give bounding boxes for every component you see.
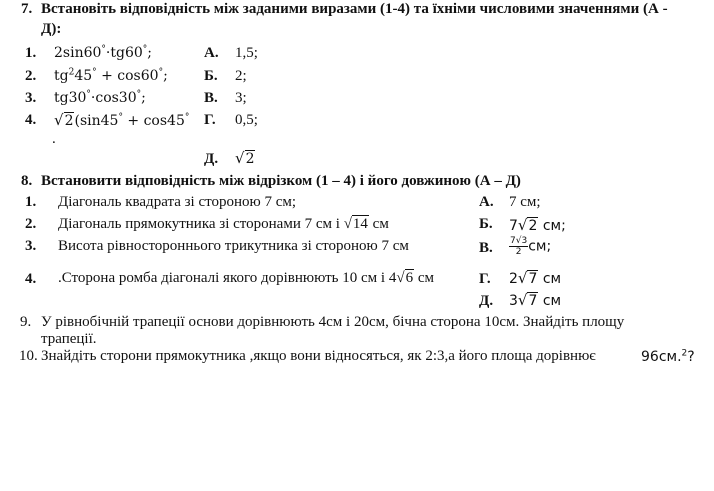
q8-item2-text: Діагональ прямокутника зі сторонами 7 см і √14 см [58, 216, 389, 232]
q8-answer-a: 7 см; [509, 194, 541, 210]
q7-answer-d: √2 [235, 149, 255, 167]
q7-title-line2: Д): [41, 21, 62, 37]
q7-extra-letter: Д. [204, 151, 219, 167]
q7-answer-v: 3; [235, 90, 247, 106]
q7-item4-letter: Г. [204, 112, 216, 128]
q7-title-line1: Встановіть відповідність між заданими виразами (1-4) та їхніми числовими значеннями (А - [41, 1, 668, 17]
q10-area: 96см.$^2$? [641, 348, 695, 365]
q8-title: Встановити відповідність між відрізком (1 – 4) і його довжиною (А – Д) [41, 173, 521, 189]
q7-expr3: tg30°·cos30°; [54, 89, 146, 106]
q8-extra-letter: Д. [479, 293, 494, 309]
q8-item4-text: .Сторона ромба діагоналі якого дорівнюють 10 см і 4√6 см [58, 270, 434, 286]
q8-item3-num: 3. [25, 238, 37, 254]
q8-item2-num: 2. [25, 216, 37, 232]
q9-number: 9. [20, 314, 32, 330]
q7-answer-g: 0,5; [235, 112, 258, 128]
q7-number: 7. [21, 1, 33, 17]
q10-text: Знайдіть сторони прямокутника ,якщо вони відносяться, як 2:3,а його площа дорівнює [41, 348, 596, 364]
q8-answer-v: $\frac{7√3}{2}$ см; [510, 236, 552, 257]
q8-item4-letter: Г. [479, 271, 491, 287]
q8-answer-d: 3√7 см [509, 291, 562, 309]
q7-item1-letter: А. [204, 45, 219, 61]
q8-item1-num: 1. [25, 194, 37, 210]
q7-item2-num: 2. [25, 68, 37, 84]
q8-answer-g: 2√7 см [509, 269, 562, 287]
q8-item3-letter: В. [479, 240, 493, 256]
q8-item1-text: Діагональ квадрата зі стороною 7 см; [58, 194, 297, 210]
q10-number: 10. [19, 348, 38, 364]
q7-item2-letter: Б. [204, 68, 218, 84]
q8-item4-num: 4. [25, 271, 37, 287]
q8-answer-b: 7√2 см; [509, 216, 566, 234]
q7-answer-b: 2; [235, 68, 247, 84]
q9-line2: трапеції. [41, 331, 97, 347]
q7-item1-num: 1. [25, 45, 37, 61]
q7-expr4: √2(sin45° + cos45° [54, 111, 190, 129]
q8-item3-text: Висота рівностороннього трикутника зі стороною 7 см [58, 238, 409, 254]
q7-dot: . [52, 131, 56, 147]
q7-item3-letter: В. [204, 90, 218, 106]
q7-expr2: $tg^245^\circ + \cos 60^\circ$; [54, 67, 168, 84]
q9-line1: У рівнобічній трапеції основи дорівнюють 4см і 20см, бічна сторона 10см. Знайдіть площу [41, 314, 625, 330]
q7-answer-a: 1,5; [235, 45, 258, 61]
q8-item2-letter: Б. [479, 216, 493, 232]
q7-item4-num: 4. [25, 112, 37, 128]
q8-item1-letter: А. [479, 194, 494, 210]
q7-item3-num: 3. [25, 90, 37, 106]
q8-number: 8. [21, 173, 33, 189]
q7-expr1: 2sin60°·tg60°; [54, 44, 152, 61]
